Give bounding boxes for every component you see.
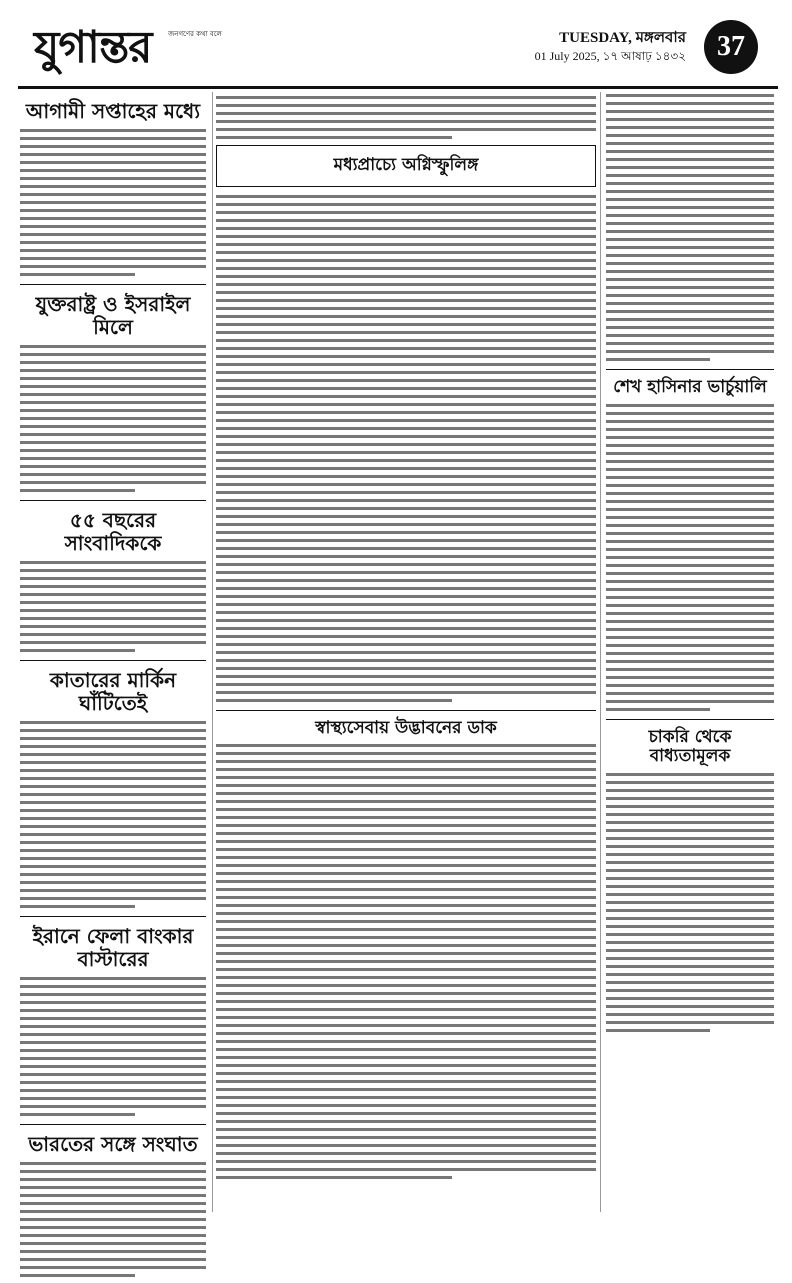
- article-body: [606, 94, 774, 361]
- masthead: [18, 14, 778, 78]
- headline: ভারতের সঙ্গে সংঘাত: [28, 1132, 198, 1156]
- article-body: [216, 195, 596, 702]
- article-body: [20, 561, 206, 652]
- headline: ইরানে ফেলা বাংকার বাস্টারের: [32, 924, 194, 971]
- tagline: জনগণের কথা বলে: [168, 30, 222, 38]
- article-body: [20, 977, 206, 1116]
- date-full: 01 July 2025, ১৭ আষাঢ় ১৪৩২: [534, 49, 686, 63]
- masthead-rule: [18, 86, 778, 89]
- headline: যুক্তরাষ্ট্র ও ইসরাইল মিলে: [35, 292, 191, 339]
- article-body: [20, 129, 206, 276]
- headline: মধ্যপ্রাচ্যে অগ্নিস্ফুলিঙ্গ: [333, 155, 479, 175]
- article-body: [606, 404, 774, 711]
- page-number-badge: 37: [704, 20, 758, 74]
- column-divider: [600, 92, 601, 1212]
- column-divider: [212, 92, 213, 1212]
- headline: আগামী সপ্তাহের মধ্যে: [25, 99, 201, 123]
- article-body: [20, 345, 206, 492]
- article-body: [20, 721, 206, 908]
- headline: কাতারের মার্কিন ঘাঁটিতেই: [49, 668, 177, 715]
- center-columns: [216, 96, 596, 1185]
- article-body: [216, 96, 596, 139]
- headline: চাকরি থেকে বাধ্যতামূলক: [648, 726, 732, 767]
- column-4: [606, 94, 774, 1038]
- column-1: [20, 94, 206, 1283]
- headline: ৫৫ বছরের সাংবাদিককে: [64, 508, 162, 555]
- article-body: [216, 744, 596, 1179]
- headline: শেখ হাসিনার ভার্চুয়ালি: [613, 377, 767, 397]
- article-body: [606, 773, 774, 1032]
- date-day: TUESDAY, মঙ্গলবার: [559, 30, 686, 46]
- article-body: [20, 1162, 206, 1277]
- newspaper-logo: যুগান্তর: [34, 22, 152, 73]
- headline-box: [216, 145, 596, 187]
- headline: স্বাস্থ্যসেবায় উদ্ভাবনের ডাক: [315, 717, 497, 738]
